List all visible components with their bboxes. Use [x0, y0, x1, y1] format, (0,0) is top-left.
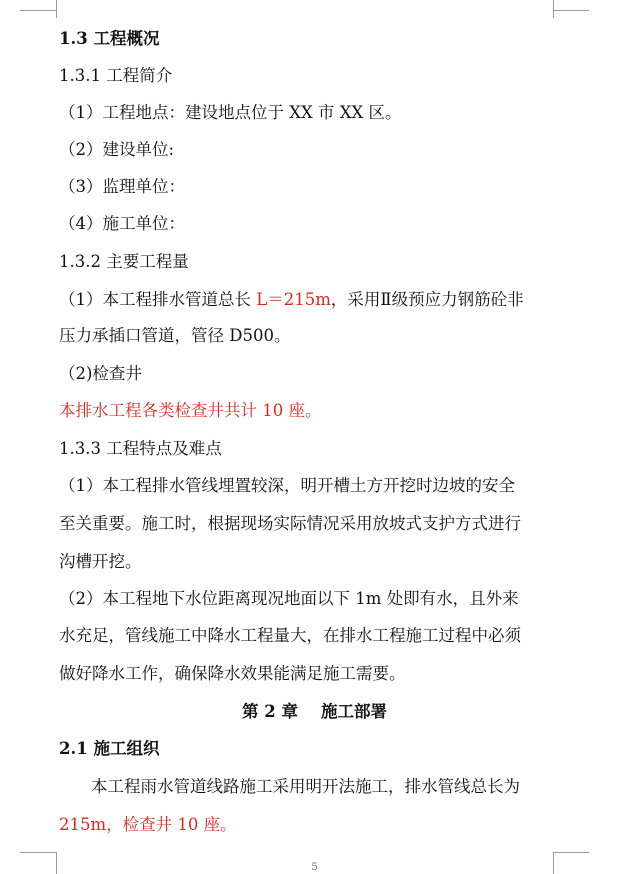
crop-mark-top-right-h — [553, 10, 589, 11]
organization-paragraph-line-2: 215m，检查井 10 座。 — [59, 815, 237, 834]
feature-2-line-3: 做好降水工作，确保降水效果能满足施工需要。 — [59, 664, 406, 683]
quantity-item-1-line-1 — [59, 288, 524, 312]
feature-2-line-1: （2）本工程地下水位距离现况地面以下 1m 处即有水，且外来 — [59, 589, 519, 608]
quantity-item-2: （2)检查井 — [59, 364, 142, 383]
feature-1-line-3: 沟槽开挖。 — [59, 552, 142, 571]
pipe-length-value: L＝215m — [256, 290, 331, 309]
page-number: 5 — [311, 862, 318, 873]
subsection-heading-1-3-1: 1.3.1 工程简介 — [59, 66, 173, 85]
crop-mark-bottom-right-h — [553, 852, 589, 853]
organization-paragraph-line-1: 本工程雨水管道线路施工采用明开法施工，排水管线总长为 — [91, 777, 520, 796]
crop-mark-top-right-v — [553, 0, 554, 18]
feature-1-line-2: 至关重要。施工时，根据现场实际情况采用放坡式支护方式进行 — [59, 514, 521, 533]
quantity-text-prefix: （1）本工程排水管道总长 — [59, 290, 257, 309]
feature-2-line-2: 水充足，管线施工中降水工程量大，在排水工程施工过程中必须 — [59, 626, 521, 645]
section-heading-1-3: 1.3 工程概况 — [59, 29, 160, 48]
quantity-item-1-line-2: 压力承插口管道，管径 D500。 — [59, 326, 291, 345]
item-contractor-unit: （4）施工单位： — [59, 214, 185, 233]
feature-1-line-1: （1）本工程排水管线埋置较深，明开槽土方开挖时边坡的安全 — [59, 476, 515, 495]
subsection-heading-1-3-2: 1.3.2 主要工程量 — [59, 252, 189, 271]
crop-mark-top-left-v — [56, 0, 57, 18]
crop-mark-top-left-h — [20, 10, 56, 11]
inspection-well-count: 本排水工程各类检查井共计 10 座。 — [59, 401, 322, 420]
item-project-location: （1）工程地点：建设地点位于 XX 市 XX 区。 — [59, 103, 402, 122]
section-heading-2-1: 2.1 施工组织 — [59, 739, 160, 758]
subsection-heading-1-3-3: 1.3.3 工程特点及难点 — [59, 439, 222, 458]
item-supervision-unit: （3）监理单位： — [59, 177, 185, 196]
quantity-text-suffix: ，采用Ⅱ级预应力钢筋砼非 — [330, 290, 524, 309]
item-construction-unit: （2）建设单位: — [59, 140, 175, 159]
chapter-2-heading: 第 2 章 施工部署 — [242, 702, 387, 721]
crop-mark-bottom-left-h — [20, 852, 56, 853]
